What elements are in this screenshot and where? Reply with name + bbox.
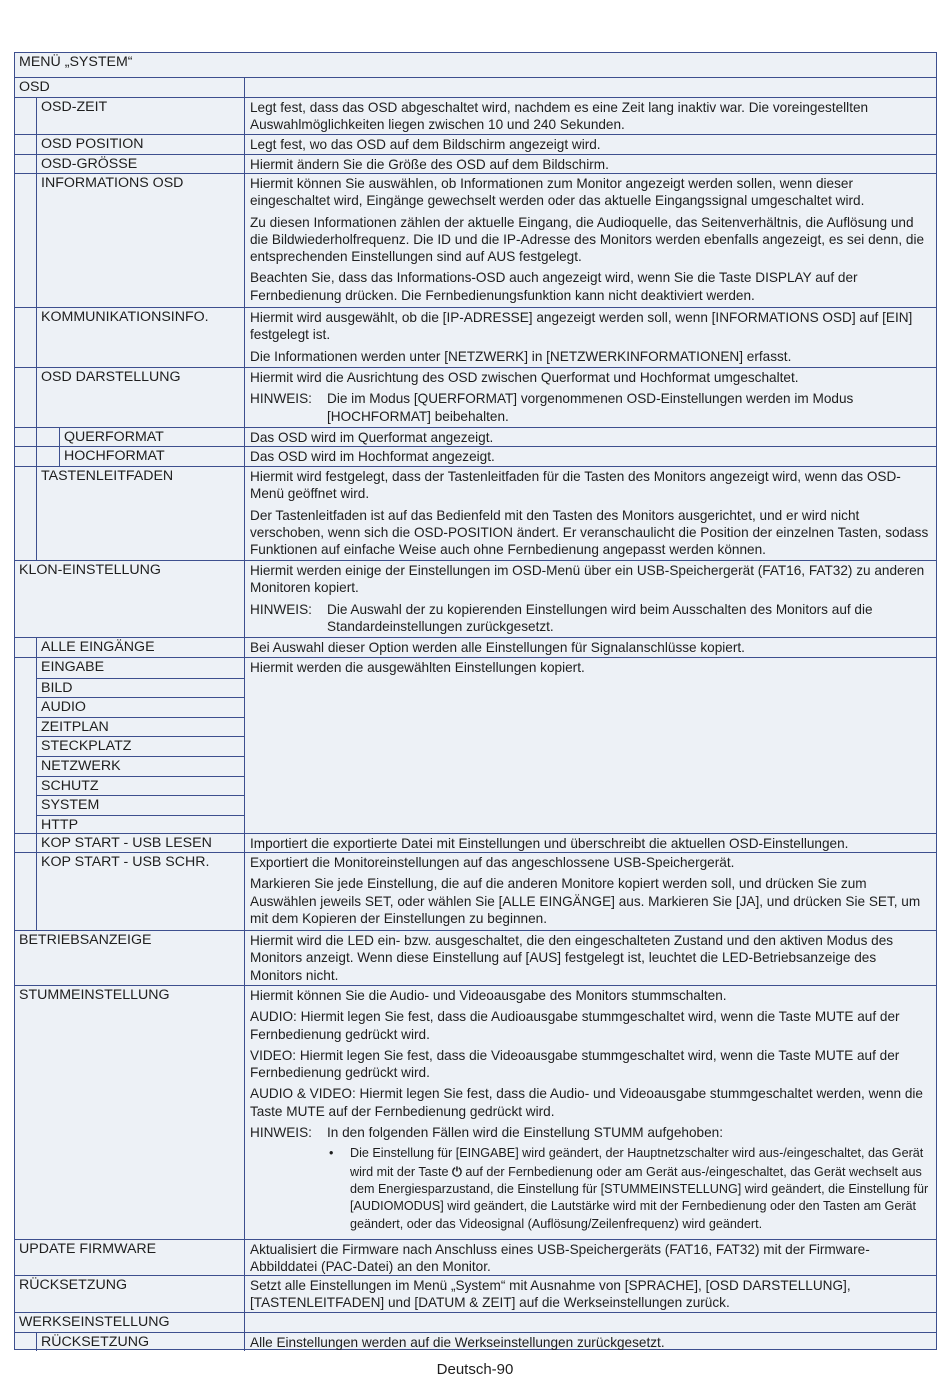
bullet-icon: • — [329, 1146, 334, 1161]
desc-osd-darstellung — [244, 368, 936, 427]
row-informations-osd — [15, 173, 936, 307]
desc-betriebsanzeige — [244, 931, 936, 985]
label-audio: AUDIO — [36, 697, 244, 717]
row-hochformat — [15, 446, 936, 466]
note — [250, 601, 930, 636]
label-betriebsanzeige: BETRIEBSANZEIGE — [19, 932, 152, 948]
label-hochformat: HOCHFORMAT — [59, 447, 244, 466]
row-clone-items — [15, 657, 936, 833]
label-osd-darstellung: OSD DARSTELLUNG — [36, 368, 244, 427]
label-bild: BILD — [36, 678, 244, 697]
text: Exportiert die Monitoreinstellungen auf das angeschlossene USB-Speichergerät. — [250, 855, 735, 870]
label-osd-zeit: OSD-ZEIT — [36, 98, 244, 134]
text: Legt fest, wo das OSD auf dem Bildschirm angezeigt wird. — [250, 137, 601, 152]
label-alle-eingaenge: ALLE EINGÄNGE — [36, 638, 244, 657]
desc-osd-zeit — [244, 98, 936, 134]
bullet-item — [327, 1145, 930, 1232]
label-tastenleitfaden: TASTENLEITFADEN — [36, 467, 244, 560]
label-osd-position: OSD POSITION — [36, 135, 244, 154]
row-osd-darstellung — [15, 367, 936, 427]
desc-kommunikationsinfo — [244, 308, 936, 367]
label-werk-ruecksetzung: RÜCKSETZUNG — [36, 1333, 244, 1351]
text: AUDIO & VIDEO: Hiermit legen Sie fest, dass die Audio- und Videoausgabe stummgeschaltet werden, wenn die Taste MUTE auf der Fernbedienung gedrückt wird. — [250, 1086, 923, 1119]
row-stummeinstellung — [15, 985, 936, 1239]
text: Das OSD wird im Hochformat angezeigt. — [250, 449, 495, 464]
row-osd-zeit — [15, 97, 936, 134]
label-kommunikationsinfo: KOMMUNIKATIONSINFO. — [36, 308, 244, 367]
desc-osd-position — [244, 135, 936, 154]
text: Hiermit werden einige der Einstellungen im OSD-Menü über ein USB-Speichergerät (FAT16, FAT32) zu anderen Monitoren kopiert. — [250, 563, 925, 596]
desc-clone-items — [244, 658, 936, 833]
text: Hiermit wird festgelegt, dass der Tastenleitfaden für die Tasten des Monitors angezeigt wird, wenn das OSD-Menü geöffnet wird. — [250, 469, 901, 502]
row-werk-ruecksetzung — [15, 1332, 936, 1351]
text: Bei Auswahl dieser Option werden alle Einstellungen für Signalanschlüsse kopiert. — [250, 640, 745, 655]
desc-werkseinstellung — [244, 1313, 936, 1332]
text: Hiermit werden die ausgewählten Einstellungen kopiert. — [250, 660, 585, 675]
desc-querformat — [244, 428, 936, 446]
row-osd-groesse — [15, 154, 936, 173]
text: Alle Einstellungen werden auf die Werkseinstellungen zurückgesetzt. — [250, 1335, 665, 1350]
text: Importiert die exportierte Datei mit Einstellungen und überschreibt die aktuellen OSD-Einstellungen. — [250, 836, 849, 851]
text: VIDEO: Hiermit legen Sie fest, dass die Videoausgabe stummgeschaltet wird, wenn die Taste MUTE auf der Fernbedienung gedrückt wird. — [250, 1047, 900, 1081]
desc-usb-lesen — [244, 834, 936, 852]
table-title: MENÜ „SYSTEM“ — [19, 54, 133, 70]
desc-update-firmware — [244, 1240, 936, 1275]
text: AUDIO: Hiermit legen Sie fest, dass die Audioausgabe stummgeschaltet wird, wenn die Taste MUTE auf der Fernbedienung gedrückt wird. — [250, 1009, 900, 1042]
text: Legt fest, dass das OSD abgeschaltet wird, nachdem es eine Zeit lang inaktiv war. Die voreingestellten Auswahlmöglichkeiten liegen zwischen 10 und 240 Sekunden. — [250, 100, 869, 133]
row-betriebsanzeige — [15, 930, 936, 985]
label-osd-groesse: OSD-GRÖSSE — [36, 155, 244, 173]
bullet-text — [350, 1145, 930, 1232]
note-label: HINWEIS: — [250, 391, 312, 407]
section-klon-einstellung — [15, 560, 936, 637]
text: Zu diesen Informationen zählen der aktuelle Eingang, die Audioquelle, das Seitenverhältnis, die Auflösung und die Bildwiederholfrequenz. Die ID und die IP-Adresse des Monitors werden ebenfalls angezeigt, es sei denn, die entsprechenden Einstellungen sind auf AUS festgelegt. — [250, 214, 925, 265]
row-ruecksetzung — [15, 1275, 936, 1312]
text: Beachten Sie, dass das Informations-OSD auch angezeigt wird, wenn Sie die Taste DISPLAY auf der Fernbedienung drücken. Die Fernbedienungsfunktion kann nicht deaktiviert werden. — [250, 270, 858, 303]
note-label: HINWEIS: — [250, 1125, 312, 1141]
text: Markieren Sie jede Einstellung, die auf die anderen Monitore kopiert werden soll, und drücken Sie zum Auswählen jeweils SET, oder wählen Sie [ALLE EINGÄNGE] aus. Markieren Sie [JA], und drücken Sie SET, um mit dem Kopieren der Einstellungen zu beginnen. — [250, 876, 921, 926]
label-querformat: QUERFORMAT — [59, 428, 244, 446]
label-schutz: SCHUTZ — [36, 776, 244, 795]
text: Aktualisiert die Firmware nach Anschluss eines USB-Speichergeräts (FAT16, FAT32) mit der Firmware-Abbilddatei (PAC-Datei) an den Monitor. — [250, 1242, 870, 1275]
text: Hiermit wird die LED ein- bzw. ausgeschaltet, die den eingeschalteten Zustand und den aktiven Modus des Monitors anzeigt. Wenn diese Einstellung auf [AUS] festgelegt ist, leuchtet die LED-Betriebsanzeige des Monitors nicht. — [250, 933, 894, 983]
label-eingabe: EINGABE — [36, 658, 244, 678]
label-informations-osd: INFORMATIONS OSD — [36, 174, 244, 307]
label-ruecksetzung: RÜCKSETZUNG — [19, 1277, 127, 1293]
note — [250, 390, 930, 425]
text: Das OSD wird im Querformat angezeigt. — [250, 430, 494, 445]
label-netzwerk: NETZWERK — [36, 756, 244, 776]
desc-osd-groesse — [244, 155, 936, 173]
note-text: Die im Modus [QUERFORMAT] vorgenommenen OSD-Einstellungen werden im Modus [HOCHFORMAT] beibehalten. — [327, 391, 854, 424]
row-usb-lesen — [15, 833, 936, 852]
section-werkseinstellung — [15, 1312, 936, 1332]
label-werkseinstellung: WERKSEINSTELLUNG — [19, 1314, 170, 1330]
label-usb-lesen: KOP START - USB LESEN — [36, 834, 244, 852]
row-alle-eingaenge — [15, 637, 936, 657]
desc-usb-schr — [244, 853, 936, 930]
desc-alle-eingaenge — [244, 638, 936, 657]
bullet-text-part: auf der Fernbedienung oder am Gerät aus-/eingeschaltet, das Gerät wechselt aus dem Energiesparzustand, die Einstellung für [STUMMEINSTELLUNG] wird geändert, die Einstellung für [AUDIOMODUS] wird geändert, die Lautstärke wird mit der Fernbedienung oder den Tasten am Gerät geändert, oder das Videosignal (Auflösung/Zeilenfrequenz) wird geändert. — [350, 1164, 929, 1231]
desc-ruecksetzung — [244, 1276, 936, 1312]
text: Hiermit können Sie die Audio- und Videoausgabe des Monitors stummschalten. — [250, 988, 727, 1003]
desc-klon-einstellung — [244, 561, 936, 637]
note-text: Die Auswahl der zu kopierenden Einstellungen wird beim Ausschalten des Monitors auf die Standardeinstellungen zurückgesetzt. — [327, 601, 873, 634]
desc-hochformat — [244, 447, 936, 466]
table-header-row — [15, 53, 936, 77]
bullet-text-part: Die Einstellung für [EINGABE] wird geändert, der Hauptnetzschalter wird aus-/eingeschaltet, das Gerät wird mit der Taste — [350, 1146, 924, 1179]
label-klon-einstellung: KLON-EINSTELLUNG — [19, 562, 161, 578]
power-icon: ⏻ — [451, 1163, 462, 1179]
text: Hiermit wird die Ausrichtung des OSD zwischen Querformat und Hochformat umgeschaltet. — [250, 370, 799, 385]
label-steckplatz: STECKPLATZ — [36, 736, 244, 756]
text: Die Informationen werden unter [NETZWERK] in [NETZWERKINFORMATIONEN] erfasst. — [250, 348, 792, 364]
text: Hiermit ändern Sie die Größe des OSD auf dem Bildschirm. — [250, 157, 609, 172]
row-tastenleitfaden — [15, 466, 936, 560]
note-label: HINWEIS: — [250, 601, 312, 617]
label-stummeinstellung: STUMMEINSTELLUNG — [19, 987, 170, 1003]
desc-werk-ruecksetzung — [244, 1333, 936, 1351]
text: Der Tastenleitfaden ist auf das Bedienfeld mit den Tasten des Monitors ausgerichtet, und er wird nicht verschoben, wenn sich die OSD-POSITION ändert. Er veranschaulicht die Position der einzelnen Tasten, sodass Funktionen auf einfache Weise auch ohne Fernbedienung angepasst werden können. — [250, 507, 929, 558]
text: Hiermit können Sie auswählen, ob Informationen zum Monitor angezeigt werden sollen, wenn dieser eingeschaltet wird, Eingänge gewechselt werden oder das aktuelle Eingangssignal umgeschaltet wird. — [250, 176, 865, 209]
row-osd-position — [15, 134, 936, 154]
label-osd: OSD — [19, 79, 50, 95]
desc-stummeinstellung — [244, 986, 936, 1239]
label-system: SYSTEM — [36, 795, 244, 815]
row-querformat — [15, 427, 936, 446]
label-update-firmware: UPDATE FIRMWARE — [19, 1241, 157, 1257]
desc-osd — [244, 78, 936, 97]
row-usb-schr — [15, 852, 936, 930]
desc-tastenleitfaden — [244, 467, 936, 560]
note — [250, 1124, 930, 1141]
system-menu-table — [14, 52, 937, 1350]
label-usb-schr: KOP START - USB SCHR. — [36, 853, 244, 930]
row-update-firmware — [15, 1239, 936, 1275]
page-number: Deutsch-90 — [436, 1361, 514, 1378]
row-kommunikationsinfo — [15, 307, 936, 367]
section-osd — [15, 77, 936, 97]
label-http: HTTP — [36, 815, 244, 834]
text: Hiermit wird ausgewählt, ob die [IP-ADRESSE] angezeigt werden soll, wenn [INFORMATIONS OSD] auf [EIN] festgelegt ist. — [250, 310, 913, 343]
note-text: In den folgenden Fällen wird die Einstellung STUMM aufgehoben: — [327, 1125, 723, 1141]
text: Setzt alle Einstellungen im Menü „System“ mit Ausnahme von [SPRACHE], [OSD DARSTELLUNG], [TASTENLEITFADEN] und [DATUM & ZEIT] auf die Werkseinstellungen zurück. — [250, 1278, 851, 1311]
desc-informations-osd — [244, 174, 936, 307]
label-zeitplan: ZEITPLAN — [36, 717, 244, 736]
